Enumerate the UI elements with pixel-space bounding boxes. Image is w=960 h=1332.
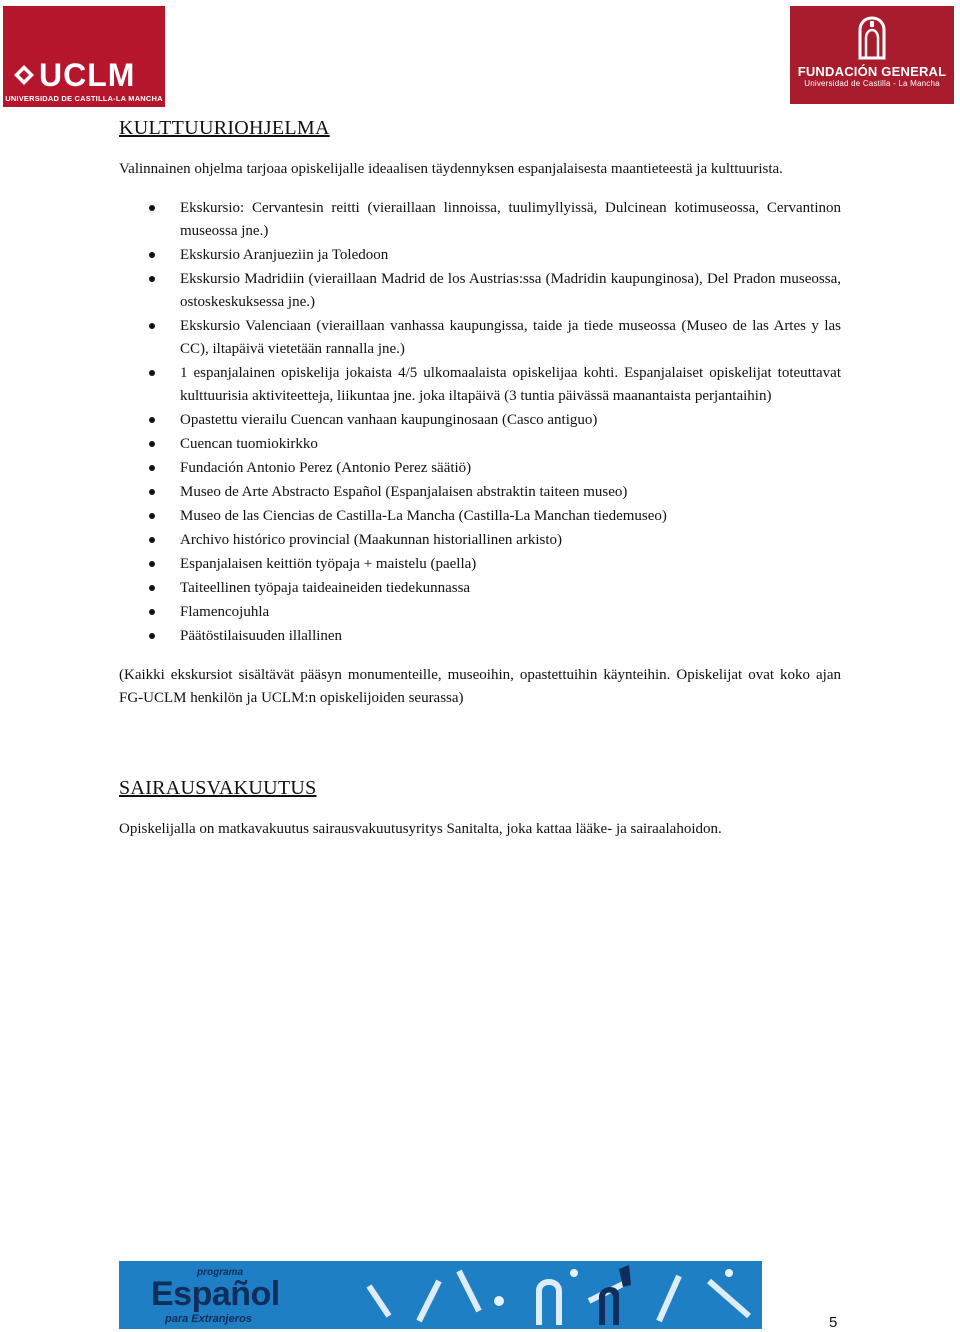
culture-list (119, 197, 841, 648)
list-item-text: Espanjalaisen keittiön työpaja + maistelu (paella) (180, 556, 477, 572)
list-item (119, 505, 841, 528)
insurance-text: Opiskelijalla on matkavakuutus sairausvakuutusyritys Sanitalta, joka kattaa lääke- ja sairaalahoidon. (119, 821, 722, 837)
list-item (119, 481, 841, 504)
list-item-text: Museo de Arte Abstracto Español (Espanjalaisen abstraktin taiteen museo) (180, 484, 628, 500)
uclm-mark-icon (13, 64, 35, 86)
bullet-icon (149, 609, 155, 615)
page-content (119, 116, 841, 841)
list-item-text: Flamencojuhla (180, 604, 270, 620)
list-item-text: Archivo histórico provincial (Maakunnan historiallinen arkisto) (180, 532, 562, 548)
bullet-icon (149, 465, 155, 471)
culture-closing-note: (Kaikki ekskursiot sisältävät pääsyn monumenteille, museoihin, opastettuihin käynteihin. Opiskelijat ovat koko ajan FG-UCLM henkilön ja UCLM:n opiskelijoiden seurassa) (119, 667, 841, 706)
culture-heading: KULTTUURIOHJELMA (119, 117, 330, 139)
list-item (119, 433, 841, 456)
footer-banner (119, 1261, 762, 1329)
list-item-text: Ekskursio Valenciaan (vieraillaan vanhassa kaupungissa, taide ja tiede museossa (Museo de las Artes y las CC), iltapäivä vietetään rannalla jne.) (180, 318, 841, 357)
list-item (119, 244, 841, 267)
fundacion-subtitle: Universidad de Castilla - La Mancha (804, 79, 940, 88)
bullet-icon (149, 513, 155, 519)
list-item-text: Ekskursio: Cervantesin reitti (vieraillaan linnoissa, tuulimyllyissä, Dulcinean kotimuseossa, Cervantinon museossa jne.) (180, 200, 841, 239)
list-item-text: 1 espanjalainen opiskelija jokaista 4/5 ulkomaalaista opiskelijaa kohti. Espanjalaiset opiskelijat toteuttavat kulttuurisia aktiviteetteja, liikuntaa jne. joka iltapäivä (3 tuntia päivässä maanantaista perjantaihin) (180, 365, 841, 404)
fundacion-general-logo (790, 6, 954, 104)
list-item-text: Päätöstilaisuuden illallinen (180, 628, 343, 644)
espanol-para-extranjeros-logo (145, 1267, 335, 1325)
brand-para-extranjeros: para Extranjeros (165, 1313, 252, 1325)
list-item (119, 601, 841, 624)
brand-espanol: Español (151, 1275, 280, 1313)
brand-programa: programa (197, 1267, 244, 1278)
list-item (119, 553, 841, 576)
bullet-icon (149, 417, 155, 423)
list-item-text: Ekskursio Madridiin (vieraillaan Madrid de los Austrias:ssa (Madridin kaupunginosa), Del Pradon museossa, ostoskeskuksessa jne.) (180, 271, 841, 310)
bullet-icon (149, 370, 155, 376)
list-item (119, 315, 841, 361)
bullet-icon (149, 441, 155, 447)
uclm-subtitle: UNIVERSIDAD DE CASTILLA-LA MANCHA (5, 94, 163, 103)
fundacion-title: FUNDACIÓN GENERAL (797, 64, 947, 79)
list-item-text: Taiteellinen työpaja taideaineiden tiedekunnassa (180, 580, 471, 596)
bullet-icon (149, 561, 155, 567)
bullet-icon (149, 252, 155, 258)
uclm-wordmark: UCLM (39, 57, 136, 93)
culture-intro: Valinnainen ohjelma tarjoaa opiskelijalle ideaalisen täydennyksen espanjalaisesta maantieteestä ja kulttuurista. (119, 161, 783, 177)
bullet-icon (149, 537, 155, 543)
insurance-heading: SAIRAUSVAKUUTUS (119, 777, 317, 799)
list-item (119, 577, 841, 600)
list-item (119, 197, 841, 243)
fundacion-emblem-icon (852, 16, 892, 60)
list-item (119, 625, 841, 648)
bullet-icon (149, 489, 155, 495)
list-item (119, 409, 841, 432)
list-item (119, 268, 841, 314)
list-item (119, 362, 841, 408)
bullet-icon (149, 205, 155, 211)
list-item-text: Fundación Antonio Perez (Antonio Perez säätiö) (180, 460, 472, 476)
page-number: 5 (829, 1314, 838, 1331)
list-item-text: Museo de las Ciencias de Castilla-La Mancha (Castilla-La Manchan tiedemuseo) (180, 508, 667, 524)
list-item (119, 457, 841, 480)
list-item (119, 529, 841, 552)
list-item-text: Opastettu vierailu Cuencan vanhaan kaupunginosaan (Casco antiguo) (180, 412, 598, 428)
list-item-text: Ekskursio Aranjueziin ja Toledoon (180, 247, 389, 263)
bullet-icon (149, 633, 155, 639)
list-item-text: Cuencan tuomiokirkko (180, 436, 318, 452)
bullet-icon (149, 323, 155, 329)
bullet-icon (149, 276, 155, 282)
bullet-icon (149, 585, 155, 591)
uclm-logo (3, 6, 165, 107)
